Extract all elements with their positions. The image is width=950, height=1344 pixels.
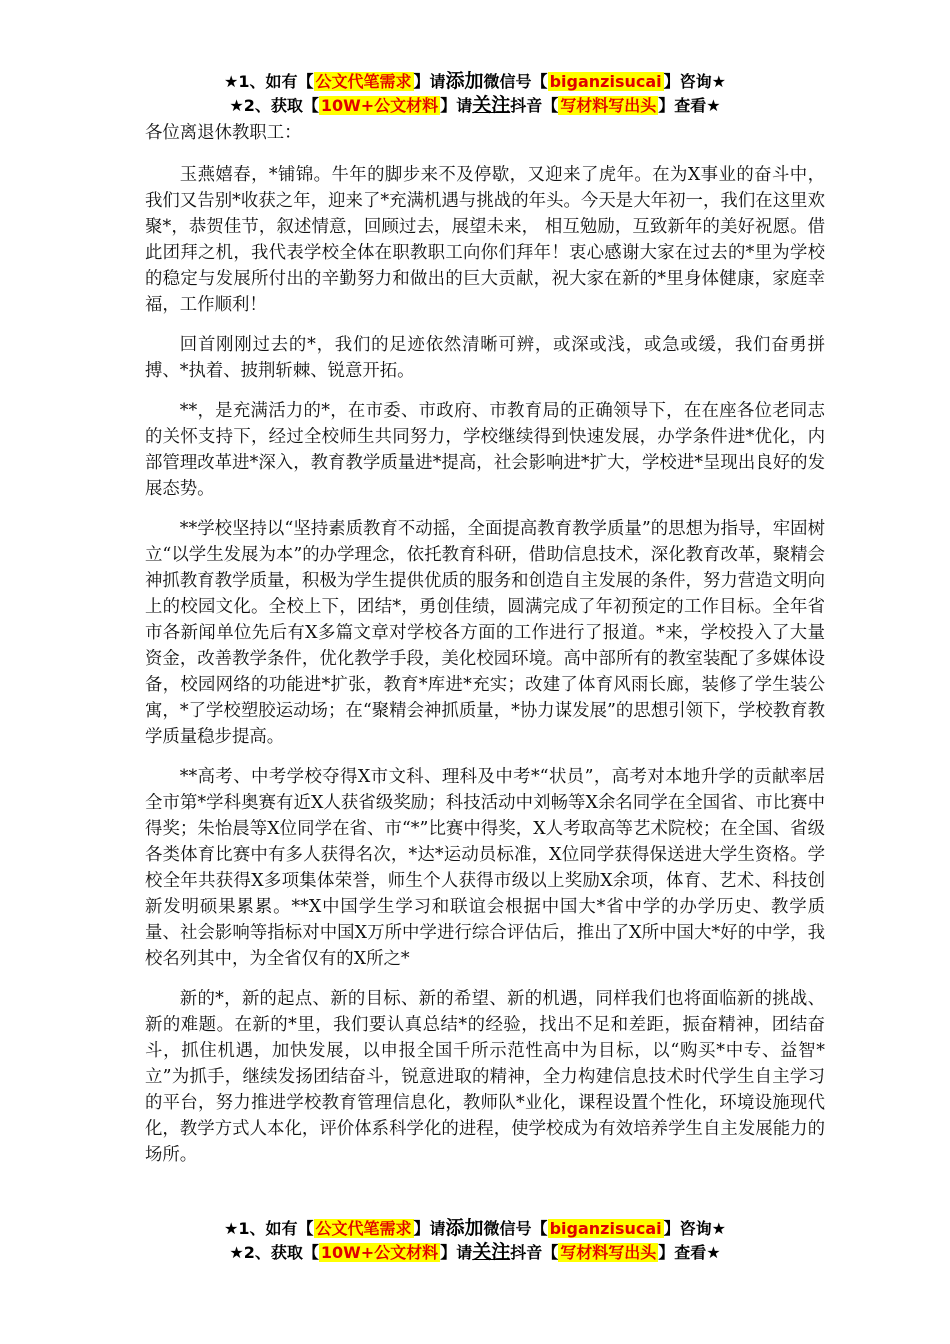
banner-douyin-id: 写材料写出头 xyxy=(560,96,657,115)
paragraph: **，是充满活力的*，在市委、市政府、市教育局的正确领导下，在在座各位老同志的关怀支持下，经过全校师生共同努力，学校继续得到快速发展，办学条件进*优化，内部管理改革进*深入，教育教学质量进*提高，社会影响进*扩大，学校进*呈现出良好的发展态势。 xyxy=(145,401,825,499)
banner-wechat-id: biganzisucai xyxy=(549,1219,662,1238)
banner-wechat-id: biganzisucai xyxy=(549,72,662,91)
paragraph: **高考、中考学校夺得X市文科、理科及中考*“状员”，高考对本地升学的贡献率居全市第*学科奥赛有近X人获省级奖励；科技活动中刘畅等X余名同学在全国省、市比赛中得奖；朱怡晨等X位同学在省、市“*”比赛中得奖，X人考取高等艺术院校；在全国、省级各类体育比赛中有多人获得名次，*达*运动员标准，X位同学获得保送进大学生资格。学校全年共获得X多项集体荣誉，师生个人获得市级以上奖励X余项，体育、艺术、科技创新发明硕果累累。**X中国学生学习和联谊会根据中国大*省中学的办学历史、教学质量、社会影响等指标对中国X万所中学进行综合评估后，推出了X所中国大*好的中学，我校名列其中，为全省仅有的X所之* xyxy=(145,767,825,969)
header-banner xyxy=(0,69,950,117)
paragraph: 玉燕嬉春，*铺锦。牛年的脚步来不及停歇，又迎来了虎年。在为X事业的奋斗中，我们又告别*收获之年，迎来了*充满机遇与挑战的年头。今天是大年初一，我们在这里欢聚*，恭贺佳节，叙述情意，回顾过去，展望未来， 相互勉励，互致新年的美好祝愿。借此团拜之机，我代表学校全体在职教职工向你们拜年！衷心感谢大家在过去的*里为学校的稳定与发展所付出的辛勤努力和做出的巨大贡献，祝大家在新的*里身体健康，家庭幸福，工作顺利！ xyxy=(145,165,825,315)
paragraph: **学校坚持以“坚持素质教育不动摇，全面提高教育教学质量”的思想为指导，牢固树立“以学生发展为本”的办学理念，依托教育科研，借助信息技术，深化教育改革，聚精会神抓教育教学质量，积极为学生提供优质的服务和创造自主发展的条件，努力营造文明向上的校园文化。全校上下，团结*，勇创佳绩，圆满完成了年初预定的工作目标。全年省市各新闻单位先后有X多篇文章对学校各方面的工作进行了报道。*来，学校投入了大量资金，改善教学条件，优化教学手段，美化校园环境。高中部所有的教室装配了多媒体设备，校园网络的功能进*扩张，教育*库进*充实；改建了体育风雨长廊，装修了学生装公寓，*了学校塑胶运动场；在“聚精会神抓质量，*协力谋发展”的思想引领下，学校教育教学质量稳步提高。 xyxy=(145,519,825,747)
paragraph: 新的*，新的起点、新的目标、新的希望、新的机遇，同样我们也将面临新的挑战、新的难题。在新的*里，我们要认真总结*的经验，找出不足和差距，振奋精神，团结奋斗，抓住机遇，加快发展，以申报全国千所示范性高中为目标，以“购买*中专、益智*立”为抓手，继续发扬团结奋斗，锐意进取的精神，全力构建信息技术时代学生自主学习的平台，努力推进学校教育管理信息化，教师队*业化，课程设置个性化，环境设施现代化，教学方式人本化，评价体系科学化的进程，使学校成为有效培养学生自主发展能力的场所。 xyxy=(145,989,825,1165)
banner-highlight: 公文代笔需求 xyxy=(315,1219,412,1238)
document-body xyxy=(145,120,825,1182)
banner-highlight: 公文代笔需求 xyxy=(315,72,412,91)
banner-line-2: ★2、获取【 10W+公文材料 】请关注抖音【 写材料写出头 】查看★ xyxy=(229,94,721,116)
banner-line-2: ★2、获取【 10W+公文材料 】请关注抖音【 写材料写出头 】查看★ xyxy=(229,1241,721,1263)
banner-line-1: ★1、如有【 公文代笔需求 】请添加微信号【 biganzisucai 】咨询★ xyxy=(224,70,726,92)
banner-highlight: 10W+公文材料 xyxy=(320,1243,439,1262)
banner-douyin-id: 写材料写出头 xyxy=(560,1243,657,1262)
paragraph: 回首刚刚过去的*，我们的足迹依然清晰可辨，或深或浅，或急或缓，我们奋勇拼搏、*执着、披荆斩棘、锐意开拓。 xyxy=(145,335,825,381)
salutation: 各位离退休教职工： xyxy=(145,123,302,143)
banner-line-1: ★1、如有【 公文代笔需求 】请添加微信号【 biganzisucai 】咨询★ xyxy=(224,1217,726,1239)
footer-banner xyxy=(0,1216,950,1264)
banner-highlight: 10W+公文材料 xyxy=(320,96,439,115)
